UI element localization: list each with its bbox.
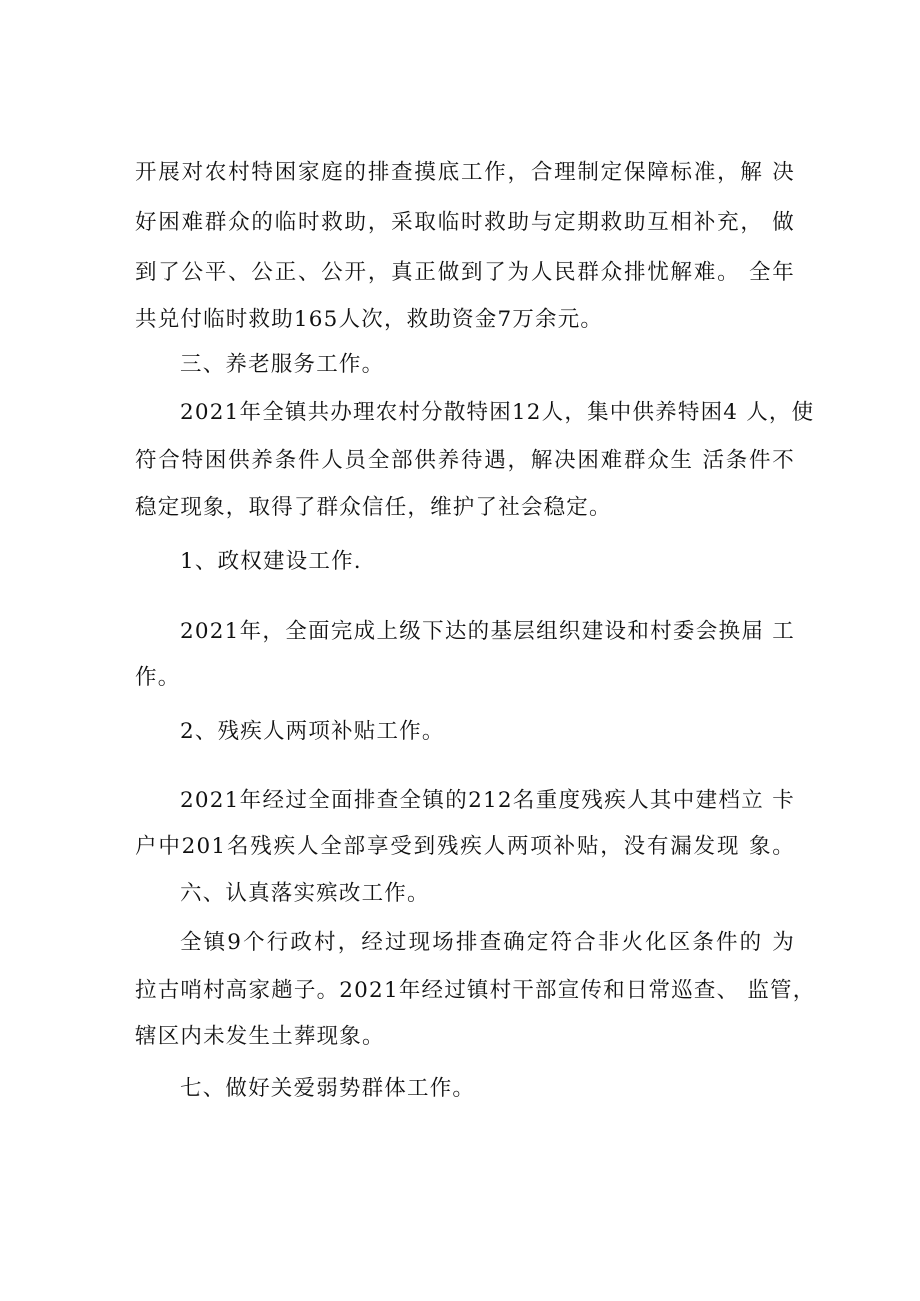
section-heading: 2、残疾人两项补贴工作。: [180, 719, 445, 744]
section-heading: 三、养老服务工作。: [180, 352, 385, 377]
paragraph-line: 稳定现象，取得了群众信任，维护了社会稳定。: [135, 495, 612, 520]
section-heading: 1、政权建设工作.: [180, 549, 362, 574]
paragraph-line: 开展对农村特困家庭的排查摸底工作，合理制定保障标准，解 决: [135, 160, 795, 185]
paragraph-line: 2021年经过全面排查全镇的212名重度残疾人其中建档立 卡: [180, 788, 795, 813]
paragraph-line: 符合特困供养条件人员全部供养待遇，解决困难群众生 活条件不: [135, 448, 795, 473]
paragraph-line: 作。: [135, 665, 181, 690]
paragraph-line: 2021年，全面完成上级下达的基层组织建设和村委会换届 工: [180, 619, 795, 644]
paragraph-line: 到了公平、公正、公开，真正做到了为人民群众排忧解难。 全年: [135, 260, 795, 285]
paragraph-line: 拉古哨村高家趟子。2021年经过镇村干部宣传和日常巡查、 监管，: [135, 978, 816, 1003]
paragraph-line: 好困难群众的临时救助，采取临时救助与定期救助互相补充， 做: [135, 210, 795, 235]
paragraph-line: 户中201名残疾人全部享受到残疾人两项补贴，没有漏发现 象。: [135, 834, 795, 859]
paragraph-line: 全镇9个行政村，经过现场排查确定符合非火化区条件的 为: [180, 930, 795, 955]
section-heading: 七、做好关爱弱势群体工作。: [180, 1076, 476, 1101]
section-heading: 六、认真落实殡改工作。: [180, 881, 430, 906]
paragraph-line: 辖区内未发生土葬现象。: [135, 1024, 385, 1049]
paragraph-line: 共兑付临时救助165人次，救助资金7万余元。: [135, 307, 604, 332]
paragraph-line: 2021年全镇共办理农村分散特困12人，集中供养特困4 人，使: [180, 400, 815, 425]
